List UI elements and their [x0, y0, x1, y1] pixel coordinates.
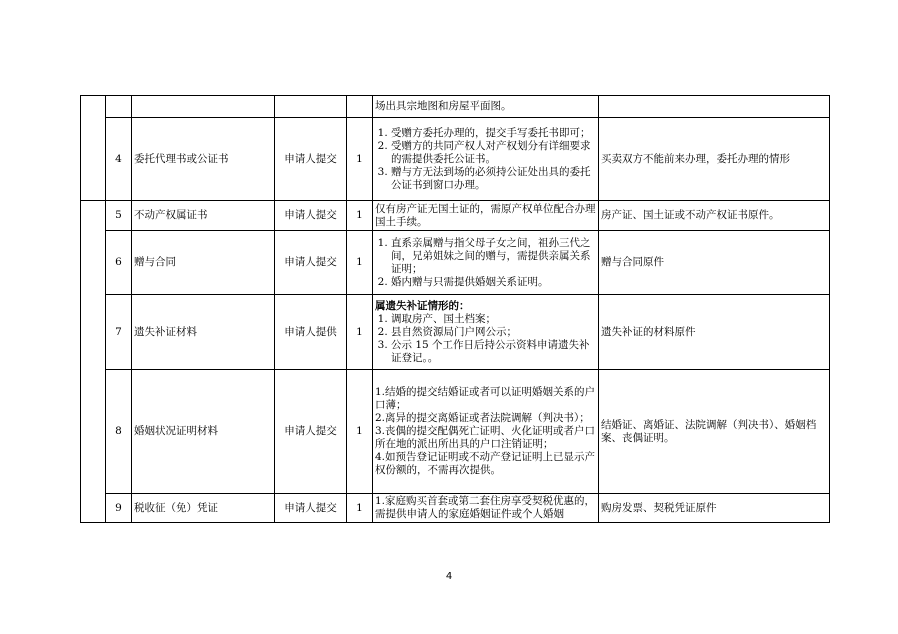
copy-count: 1 [347, 295, 373, 370]
copy-count: 1 [347, 494, 373, 523]
copy-count: 1 [347, 118, 373, 201]
material-name: 遗失补证材料 [132, 295, 275, 370]
requirements-cell [373, 370, 599, 494]
group-cell [81, 96, 106, 201]
requirements-cell [373, 494, 599, 523]
material-source: 申请人提交 [275, 118, 347, 201]
requirement-item: 1. 直系亲属赠与指父母子女之间，祖孙三代之间，兄弟姐妹之间的赠与，需提供亲属关系证明； [391, 237, 596, 276]
requirement-item: 1. 调取房产、国土档案； [391, 313, 596, 326]
material-source: 申请人提供 [275, 295, 347, 370]
note-cell: 买卖双方不能前来办理，委托办理的情形 [599, 118, 830, 201]
requirement-item: 1. 受赠方委托办理的，提交手写委托书即可； [391, 127, 596, 140]
requirement-line: 仅有房产证无国土证的，需原产权单位配合办理国土手续。 [375, 202, 596, 228]
row-number: 9 [106, 494, 132, 523]
table-row [81, 295, 830, 370]
note-cell: 赠与合同原件 [599, 231, 830, 295]
note-cell: 结婚证、离婚证、法院调解（判决书）、婚姻档案、丧偶证明。 [599, 370, 830, 494]
requirements-cell [373, 96, 599, 118]
requirements-cell [373, 118, 599, 201]
requirement-item: 2. 婚内赠与只需提供婚姻关系证明。 [391, 276, 596, 289]
row-number: 7 [106, 295, 132, 370]
requirement-item: 3. 公示 15 个工作日后持公示资料申请遗失补证登记。。 [391, 339, 596, 365]
requirement-line: 1.家庭购买首套或第二套住房享受契税优惠的，需提供申请人的家庭婚姻证件或个人婚姻 [375, 495, 596, 520]
row-number [106, 96, 132, 118]
table-row [81, 201, 830, 231]
material-source: 申请人提交 [275, 494, 347, 523]
note-cell [599, 96, 830, 118]
requirements-list [375, 237, 596, 289]
material-name [132, 96, 275, 118]
requirement-line: 场出具宗地图和房屋平面图。 [375, 100, 512, 112]
requirement-line: 4.如预告登记证明或不动产登记证明上已显示产权份额的，不需再次提供。 [375, 451, 596, 476]
requirements-cell [373, 231, 599, 295]
requirement-item: 2. 受赠方的共同产权人对产权划分有详细要求的需提供委托公证书。 [391, 140, 596, 166]
table-row [81, 96, 830, 118]
material-source [275, 96, 347, 118]
note-cell: 遗失补证的材料原件 [599, 295, 830, 370]
requirements-list [375, 313, 596, 365]
material-name: 税收征（免）凭证 [132, 494, 275, 523]
row-number: 5 [106, 201, 132, 231]
table-row [81, 494, 830, 523]
material-source: 申请人提交 [275, 370, 347, 494]
row-number: 4 [106, 118, 132, 201]
table-row [81, 231, 830, 295]
requirement-item: 3. 赠与方无法到场的必须持公证处出具的委托公证书到窗口办理。 [391, 166, 596, 192]
copy-count: 1 [347, 370, 373, 494]
row-number: 8 [106, 370, 132, 494]
material-source: 申请人提交 [275, 231, 347, 295]
row-number: 6 [106, 231, 132, 295]
material-name: 赠与合同 [132, 231, 275, 295]
requirements-list [375, 127, 596, 192]
material-name: 不动产权属证书 [132, 201, 275, 231]
material-name: 婚姻状况证明材料 [132, 370, 275, 494]
table-body [81, 96, 830, 523]
requirements-table [80, 95, 830, 523]
copy-count: 1 [347, 201, 373, 231]
group-cell [81, 201, 106, 523]
note-cell: 购房发票、契税凭证原件 [599, 494, 830, 523]
requirements-cell [373, 295, 599, 370]
table-row [81, 118, 830, 201]
table-row [81, 370, 830, 494]
requirements-heading: 属遗失补证情形的： [375, 299, 470, 312]
note-cell: 房产证、国土证或不动产权证书原件。 [599, 201, 830, 231]
requirements-cell [373, 201, 599, 231]
material-name: 委托代理书或公证书 [132, 118, 275, 201]
copy-count [347, 96, 373, 118]
page-number: 4 [445, 571, 453, 582]
requirement-line: 1.结婚的提交结婚证或者可以证明婚姻关系的户口薄； [375, 386, 596, 411]
material-source: 申请人提交 [275, 201, 347, 231]
requirement-item: 2. 县自然资源局门户网公示； [391, 326, 596, 339]
requirement-line: 2.离异的提交离婚证或者法院调解（判决书）；3.丧偶的提交配偶死亡证明、火化证明或者户口所在地的派出所出具的户口注销证明； [375, 412, 596, 450]
copy-count: 1 [347, 231, 373, 295]
